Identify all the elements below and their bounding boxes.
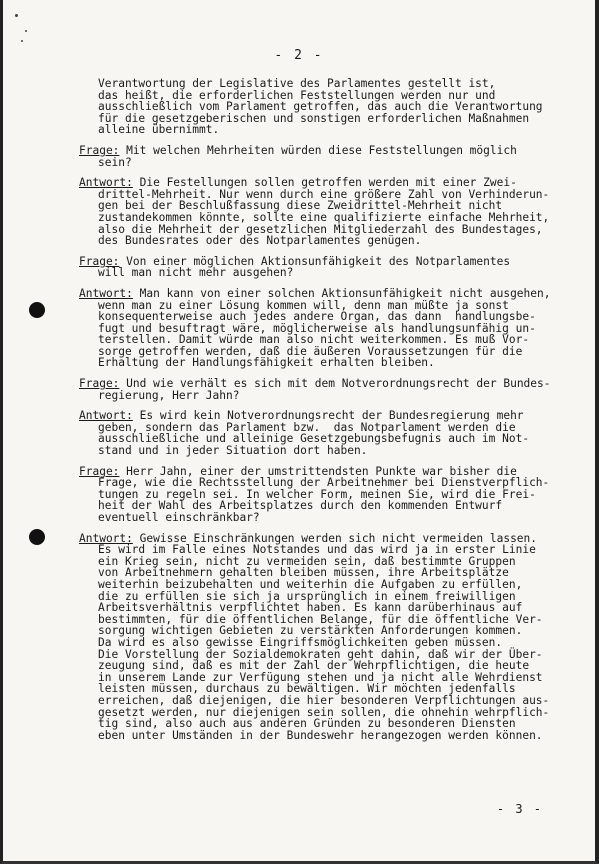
line-text: drittel-Mehrheit. Nur wenn durch eine größere Zahl von Verhinderun- — [98, 187, 550, 201]
scan-speck — [21, 40, 23, 42]
line-text: Und wie verhält es sich mit dem Notverordnungsrecht der Bundes- — [119, 377, 551, 391]
question-block — [79, 466, 579, 524]
line-text: ausschließliche und alleinige Gesetzgebungsbefugnis auch im Not- — [98, 432, 530, 446]
answer-block — [79, 288, 579, 369]
question-label: Frage: — [79, 254, 120, 268]
line-text: Arbeitsverhältnis verpflichtet haben. Es kann darüberhinaus auf — [98, 601, 523, 615]
answer-label: Antwort: — [79, 286, 133, 300]
question-block — [79, 378, 579, 401]
line-text: Es wird kein Notverordnungsrecht der Bundesregierung mehr — [132, 409, 524, 423]
text-line — [79, 124, 579, 136]
line-text: alleine übernimmt. — [98, 123, 220, 137]
line-text: weiterhin beizubehalten und weiterhin die Aufgaben zu erfüllen, — [98, 577, 523, 591]
text-line — [79, 235, 579, 247]
line-text: gesetzt werden, nur diejenigen sein sollen, die ohnehin wehrpflich- — [98, 705, 550, 719]
text-line — [79, 730, 579, 742]
answer-label: Antwort: — [79, 531, 133, 545]
line-text: regierung, Herr Jahn? — [98, 388, 240, 402]
question-label: Frage: — [79, 464, 120, 478]
line-text: das heißt, die erforderlichen Feststellungen werden nur und — [98, 88, 496, 102]
question-label: Frage: — [79, 143, 120, 157]
page-number: - 2 - — [274, 48, 324, 63]
line-text: von Arbeitnehmern gehalten bleiben müssen, ihre Arbeitsplätze — [98, 566, 509, 580]
line-text: Mit welchen Mehrheiten würden diese Feststellungen möglich — [119, 143, 517, 157]
line-text: tungen zu regeln sei. In welcher Form, meinen Sie, wird die Frei- — [98, 487, 536, 501]
line-text: Erhaltung der Handlungsfähigkeit erhalten bleiben. — [98, 356, 435, 370]
line-text: heit der Wahl des Arbeitsplatzes durch den kommenden Entwurf — [98, 499, 503, 513]
paragraph-block — [79, 78, 579, 136]
text-line — [79, 357, 579, 369]
line-text: in unserem Lande zur Verfügung stehen und ja nicht alle Wehrdienst — [98, 670, 543, 684]
answer-label: Antwort: — [79, 176, 133, 190]
answer-label: Antwort: — [79, 409, 133, 423]
line-text: ausschließlich vom Parlament getroffen, das auch die Verantwortung — [98, 100, 543, 114]
line-text: Gewisse Einschränkungen werden sich nicht vermeiden lassen. — [132, 531, 538, 545]
line-text: Von einer möglichen Aktionsunfähigkeit des Notparlamentes — [119, 254, 511, 268]
line-text: sorge getroffen werden, daß die äußeren Voraussetzungen für die — [98, 344, 523, 358]
line-text: für die gesetzgeberischen und sonstigen erforderlichen Maßnahmen — [98, 111, 530, 125]
line-text: terstellen. Damit würde man also nicht weiterkommen. Es muß Vor- — [98, 333, 530, 347]
line-text: eben unter Umständen in der Bundeswehr herangezogen werden können. — [98, 728, 543, 742]
scan-speck — [15, 14, 18, 17]
line-text: will man nicht mehr ausgehen? — [98, 266, 294, 280]
line-text: sein? — [98, 155, 132, 169]
line-text: Herr Jahn, einer der umstrittendsten Punkte war bisher die — [119, 464, 517, 478]
question-block — [79, 256, 579, 279]
line-text: die zu erfüllen sie sich ja ursprünglich in einem freiwilligen — [98, 589, 516, 603]
line-text: Verantwortung der Legislative des Parlamentes gestellt ist, — [98, 77, 496, 90]
text-line — [79, 445, 579, 457]
line-text: leisten müssen, durchaus zu bewältigen. Wir möchten jedenfalls — [98, 682, 516, 696]
question-label: Frage: — [79, 377, 120, 391]
line-text: Da wird es also gewisse Eingriffsmöglichkeiten geben müssen. — [98, 635, 503, 649]
text-line — [79, 267, 579, 279]
scan-speck — [25, 30, 27, 32]
answer-block — [79, 410, 579, 456]
line-text: wenn man zu einer Lösung kommen will, denn man müßte ja sonst — [98, 298, 509, 312]
text-line — [79, 512, 579, 524]
line-text: also die Mehrheit der gesetzlichen Mitgliederzahl des Bundestages, — [98, 222, 543, 236]
line-text: sorgung wichtigen Gebieten zu verstärkten Anforderungen kommen. — [98, 624, 523, 638]
text-line — [79, 145, 579, 157]
text-line — [79, 157, 579, 169]
line-text: des Bundesrates oder des Notparlamentes genügen. — [98, 234, 422, 248]
line-text: eventuell einschränkbar? — [98, 511, 260, 524]
line-text: zustandekommen könnte, sollte eine qualifizierte einfache Mehrheit, — [98, 210, 550, 224]
punch-hole-icon — [29, 529, 45, 545]
line-text: fugt und besuftragt wäre, möglicherweise als handlungsunfähig un- — [98, 321, 536, 335]
document-body — [79, 78, 579, 750]
line-text: tig sind, also auch aus anderen Gründen zu besonderen Diensten — [98, 717, 516, 731]
line-text: Man kann von einer solchen Aktionsunfähigkeit nicht ausgehen, — [132, 286, 551, 300]
punch-hole-icon — [29, 302, 45, 318]
line-text: zeugung sind, daß es mit der Zahl der Wehrpflichtigen, die heute — [98, 659, 530, 673]
line-text: Es wird im Falle eines Notstandes und das wird ja in erster Linie — [98, 543, 536, 557]
line-text: geben, sondern das Parlament bzw. das Notparlament werden die — [98, 420, 516, 434]
line-text: stand und in jeder Situation dort haben. — [98, 444, 368, 458]
text-line — [79, 390, 579, 402]
line-text: Die Vorstellung der Sozialdemokraten geht dahin, daß wir der Über- — [98, 647, 543, 661]
answer-block — [79, 533, 579, 742]
answer-block — [79, 177, 579, 247]
line-text: ein Krieg sein, nicht zu vermeiden sein, daß bestimmte Gruppen — [98, 554, 516, 568]
line-text: erreichen, daß diejenigen, die hier besonderen Verpflichtungen aus- — [98, 693, 550, 707]
next-page-marker: - 3 - — [496, 802, 543, 816]
line-text: gen bei der Beschlußfassung diese Zweidrittel-Mehrheit nicht — [98, 199, 503, 213]
line-text: bestimmten, für die öffentlichen Belange, für die öffentliche Ver- — [98, 612, 543, 626]
line-text: konsequenterweise auch jedes andere Organ, das dann handlungsbe- — [98, 310, 536, 324]
line-text: Die Festellungen sollen getroffen werden mit einer Zwei- — [132, 176, 517, 190]
question-block — [79, 145, 579, 168]
line-text: Frage, wie die Rechtsstellung der Arbeitnehmer bei Dienstverpflich- — [98, 476, 550, 490]
